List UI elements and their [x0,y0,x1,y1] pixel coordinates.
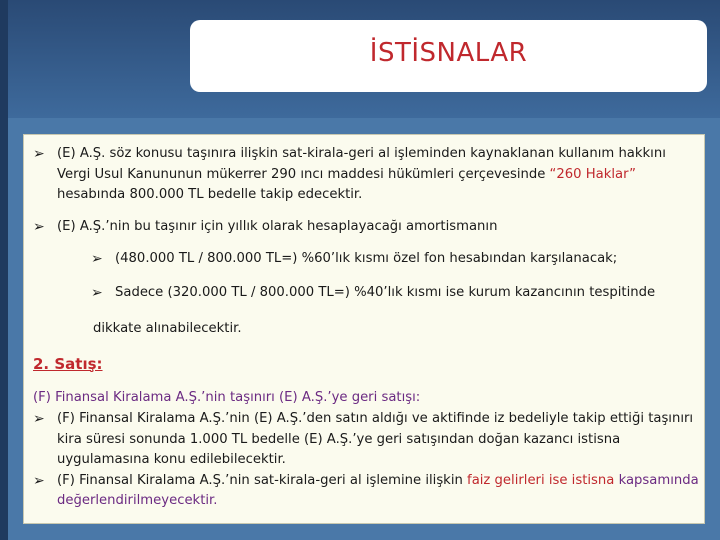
sub-bullet-item [33,249,701,270]
bullet-item [33,409,701,471]
arrow-bullet-icon: ➢ [91,251,103,267]
arrow-bullet-icon: ➢ [33,146,45,162]
arrow-bullet-icon: ➢ [33,218,45,235]
sub-bullet-text: (480.000 TL / 800.000 TL=) %60’lık kısmı özel fon hesabından karşılanacak; [115,251,618,266]
page-title: İSTİSNALAR [369,38,528,68]
sub-bullet-continuation: dikkate alınabilecektir. [93,321,242,336]
section-title: 2. Satış: [33,354,103,373]
bullet-text: (F) Finansal Kiralama A.Ş.’nin sat-kirala-geri al işlemine ilişkin [57,472,468,488]
title-box [190,20,707,92]
bullet-item [33,144,701,206]
bullet-text: (E) A.Ş. söz konusu taşınıra ilişkin sat-kirala-geri al işleminden kaynaklanan kullanım hakkını Vergi Usul Kanununun mükerrer 290 ıncı maddesi hükümleri çerçevesinde [57,146,666,182]
content [33,140,701,512]
bullet-text-highlight: faiz gelirleri ise istisna [467,472,615,488]
sub-bullet-item [33,283,701,304]
arrow-bullet-icon: ➢ [33,472,45,489]
bullet-text: (E) A.Ş.’nin bu taşınır için yıllık olarak hesaplayacağı amortismanın [57,218,498,234]
bullet-text-purple: kapsamında değerlendirilmeyecektir. [57,472,699,508]
bullet-text: (F) Finansal Kiralama A.Ş.’nin (E) A.Ş.’den satın aldığı ve aktifinde iz bedeliyle takip ettiği taşınırı kira süresi sonunda 1.000 TL bedelle (E) A.Ş.’ye geri satışından doğan kazancı istisna uygulamasına konu edilebilecektir. [57,411,694,467]
bullet-text-highlight: “260 Haklar” [549,166,636,182]
left-accent-bar [0,0,8,540]
bullet-item [33,217,701,238]
section-subhead: (F) Finansal Kiralama A.Ş.’nin taşınırı (E) A.Ş.’ye geri satışı: [33,389,421,405]
bullet-text: hesabında 800.000 TL bedelle takip edecektir. [57,187,363,202]
arrow-bullet-icon: ➢ [33,411,45,427]
bullet-item [33,471,701,512]
arrow-bullet-icon: ➢ [91,284,103,301]
sub-bullet-text: Sadece (320.000 TL / 800.000 TL=) %40’lık kısmı ise kurum kazancının tespitinde [115,284,656,300]
